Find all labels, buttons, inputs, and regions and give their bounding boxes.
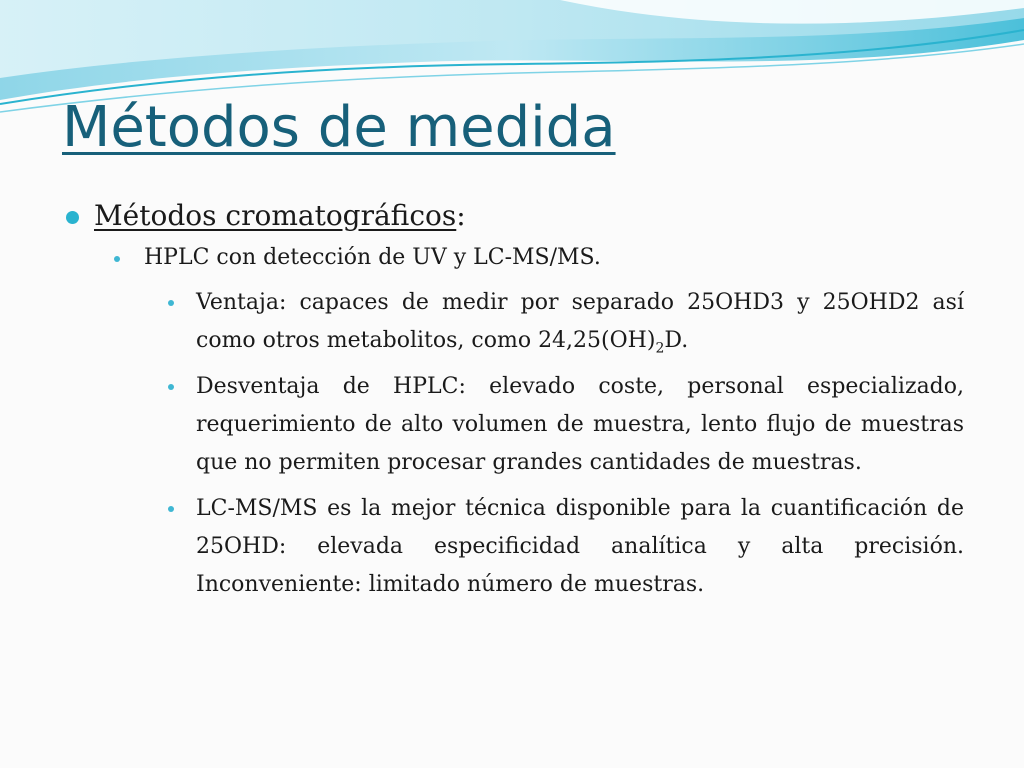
bullet-level3-desventaja	[62, 368, 964, 482]
bullet-level1	[62, 196, 964, 236]
slide-title: Métodos de medida	[62, 95, 616, 160]
bullet-level3-ventaja	[62, 284, 964, 360]
bullet-dot-icon	[168, 300, 174, 306]
bullet-level1-label: Métodos cromatográficos	[94, 199, 457, 232]
bullet-text-part: D.	[664, 328, 689, 353]
bullet-level3-lcmsms	[62, 490, 964, 604]
bullet-level2-text: HPLC con detección de UV y LC-MS/MS.	[144, 245, 601, 270]
subscript: 2	[655, 340, 665, 357]
bullet-text: Desventaja de HPLC: elevado coste, personal especializado, requerimiento de alto volumen de muestra, lento flujo de muestras que no permiten procesar grandes cantidades de muestras.	[196, 374, 964, 475]
bullet-dot-icon	[114, 256, 120, 262]
bullet-level1-suffix: :	[456, 199, 466, 232]
bullet-level2	[62, 242, 964, 274]
bullet-text: LC-MS/MS es la mejor técnica disponible para la cuantificación de 25OHD: elevada especificidad analítica y alta precisión. Inconveniente: limitado número de muestras.	[196, 496, 964, 597]
bullet-dot-icon	[168, 506, 174, 512]
bullet-dot-icon	[66, 211, 79, 224]
slide-content	[62, 196, 964, 612]
bullet-dot-icon	[168, 384, 174, 390]
bullet-text-part: Ventaja: capaces de medir por separado 25OHD3 y 25OHD2 así como otros metabolitos, como 24,25(OH)	[196, 290, 964, 353]
bullet-level1-text	[94, 199, 466, 232]
